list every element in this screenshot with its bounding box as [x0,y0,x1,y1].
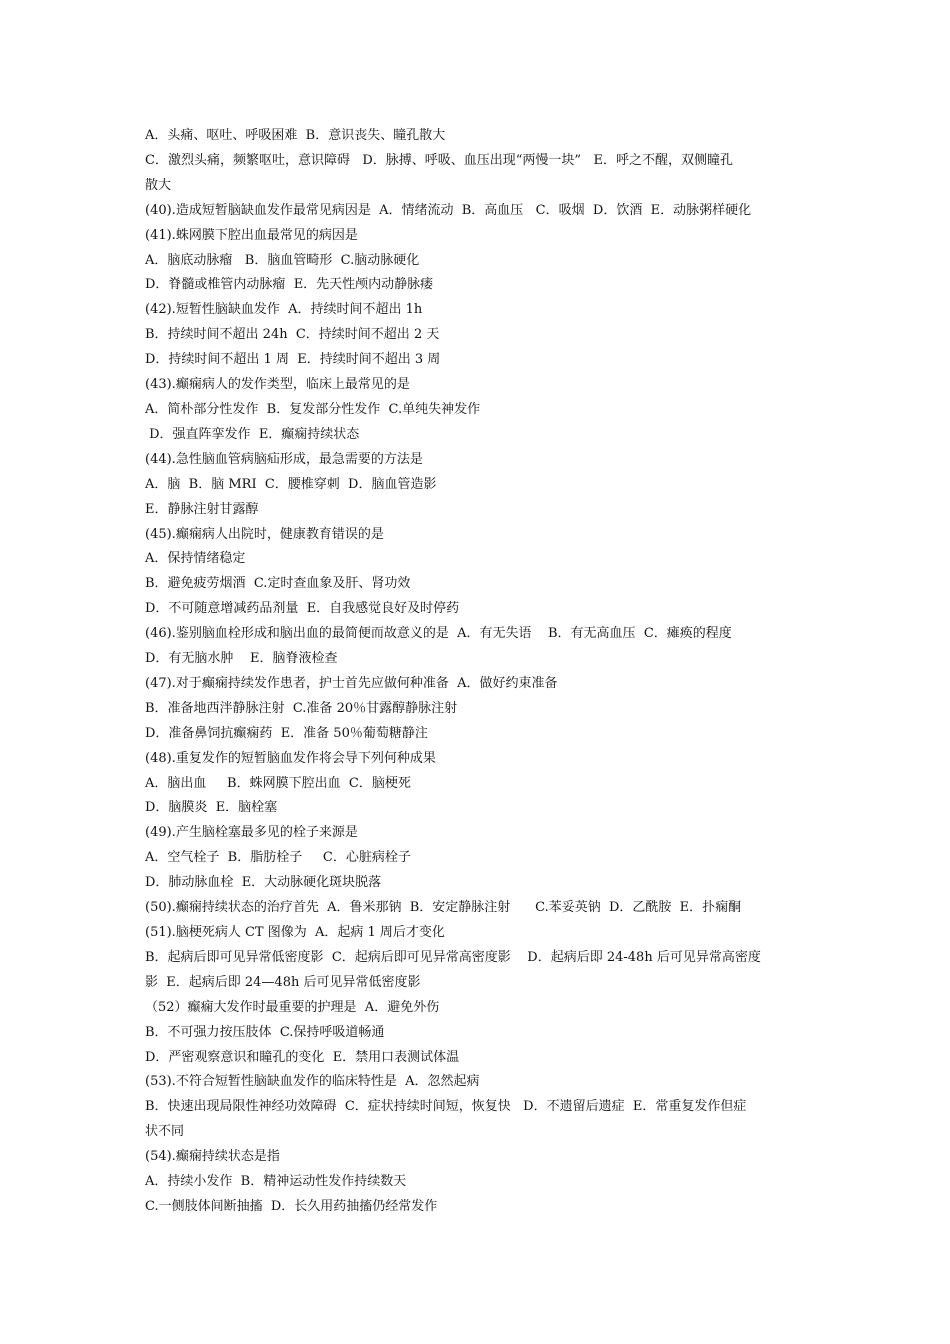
text-line: A．头痛、呕吐、呼吸困难 B．意识丧失、瞳孔散大 [145,128,446,143]
text-line: (41).蛛网膜下腔出血最常见的病因是 [145,227,358,243]
text-line: (44).急性脑血管病脑疝形成，最急需要的方法是 [145,451,423,467]
text-line: B．准备地西泮静脉注射 C.准备 20％甘露醇静脉注射 [145,700,458,716]
text-line: A．保持情绪稳定 [145,551,246,567]
text-line: B．起病后即可见异常低密度影 C．起病后即可见异常高密度影 D．起病后即 24-48h 后可见异常高密度 [145,949,761,965]
text-line: D．强直阵挛发作 E．癫痫持续状态 [145,426,360,442]
text-line: (46).鉴别脑血栓形成和脑出血的最简便而故意义的是 A．有无失语 B．有无高血压 C．瘫痪的程度 [145,626,732,642]
text-line: (48).重复发作的短暂脑血发作将会导下列何种成果 [145,750,436,766]
text-line: (43).癫痫病人的发作类型，临床上最常见的是 [145,377,410,393]
text-line: A．脑出血 B．蛛网膜下腔出血 C．脑梗死 [145,775,411,791]
text-line: (47).对于癫痫持续发作患者，护士首先应做何种准备 A．做好约束准备 [145,675,558,691]
text-line: B．快速出现局限性神经功效障碍 C．症状持续时间短，恢复快 D．不遗留后遗症 E．常重复发作但症 [145,1099,747,1115]
text-line: B．持续时间不超出 24h C．持续时间不超出 2 天 [145,327,440,343]
text-line: A．简朴部分性发作 B．复发部分性发作 C.单纯失神发作 [145,401,481,417]
text-line: (42).短暂性脑缺血发作 A．持续时间不超出 1h [145,302,423,318]
text-line: (50).癫痫持续状态的治疗首先 A．鲁米那钠 B．安定静脉注射 C.苯妥英钠 D．乙酰胺 E．扑痫酮 [145,900,742,916]
text-line: A．脑底动脉瘤 B．脑血管畸形 C.脑动脉硬化 [145,252,420,268]
text-line: (54).癫痫持续状态是指 [145,1149,280,1165]
text-line: (53).不符合短暂性脑缺血发作的临床特性是 A．忽然起病 [145,1074,480,1090]
text-line: D．严密观察意识和瞳孔的变化 E．禁用口表测试体温 [145,1049,460,1065]
text-line: （52）癫痫大发作时最重要的护理是 A．避免外伤 [145,999,440,1015]
text-line: D．脑膜炎 E．脑栓塞 [145,800,278,816]
text-line: (45).癫痫病人出院时，健康教育错误的是 [145,526,384,542]
text-line: A．脑 B．脑 MRI C．腰椎穿刺 D．脑血管造影 [145,476,437,492]
text-line: C．激烈头痛，频繁呕吐，意识障碍 D．脉搏、呼吸、血压出现“两慢一块” E．呼之不醒，双侧瞳孔 [145,152,733,168]
text-line: D．准备鼻饲抗癫痫药 E．准备 50％葡萄糖静注 [145,725,428,741]
text-line: (51).脑梗死病人 CT 图像为 A．起病 1 周后才变化 [145,925,445,940]
text-line: D．肺动脉血栓 E．大动脉硬化斑块脱落 [145,875,382,891]
text-line: 状不同 [145,1124,185,1140]
text-line: B．不可强力按压肢体 C.保持呼吸道畅通 [145,1024,385,1040]
text-line: D．脊髓或椎管内动脉瘤 E．先天性颅内动静脉瘘 [145,277,434,293]
text-line: D．有无脑水肿 E．脑脊液检查 [145,651,338,667]
text-line: A．持续小发作 B．精神运动性发作持续数天 [145,1174,407,1190]
text-line: 散大 [145,177,172,193]
text-line: 影 E．起病后即 24—48h 后可见异常低密度影 [145,974,421,990]
question-list [145,124,815,1220]
text-line: E．静脉注射甘露醇 [145,501,259,517]
text-line: C.一侧肢体间断抽搐 D．长久用药抽搐仍经常发作 [145,1198,438,1214]
text-line: (40).造成短暂脑缺血发作最常见病因是 A．情绪流动 B．高血压 C．吸烟 D．饮酒 E．动脉粥样硬化 [145,202,752,218]
text-line: (49).产生脑栓塞最多见的栓子来源是 [145,825,358,841]
text-line: D．持续时间不超出 1 周 E．持续时间不超出 3 周 [145,352,441,368]
text-line: A．空气栓子 B．脂肪栓子 C．心脏病栓子 [145,850,411,866]
text-line: D．不可随意增减药品剂量 E．自我感觉良好及时停药 [145,601,460,617]
text-line: B．避免疲劳烟酒 C.定时查血象及肝、肾功效 [145,576,411,592]
